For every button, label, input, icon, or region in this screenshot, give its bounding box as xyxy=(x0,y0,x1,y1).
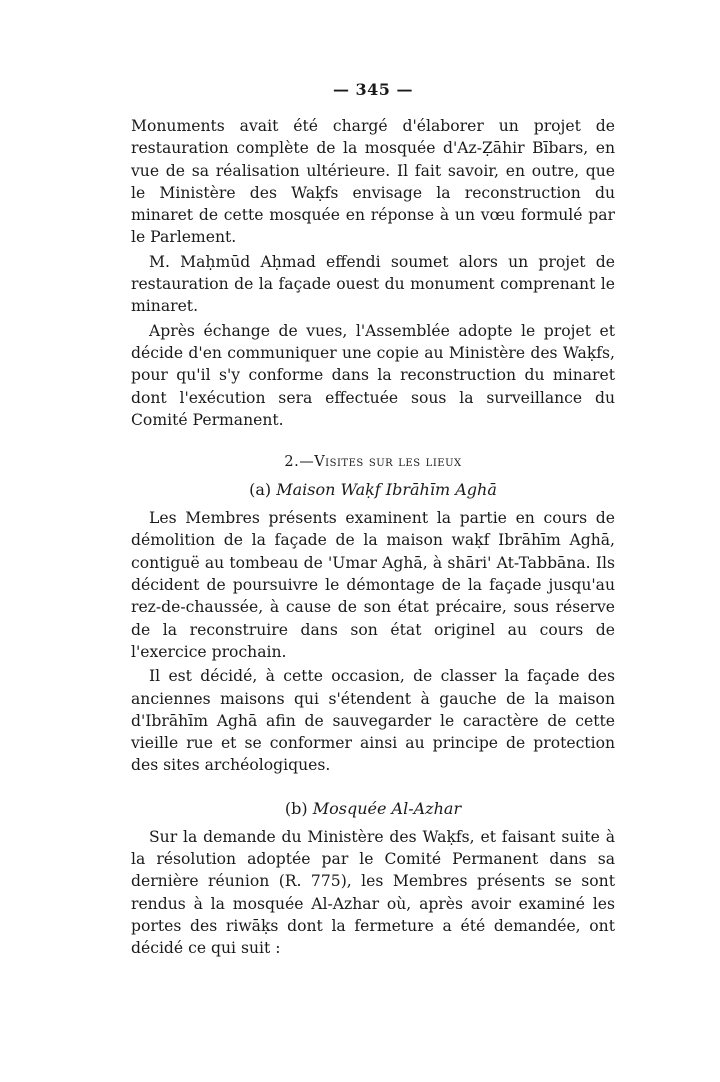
paragraph-mahmud-ahmad: M. Maḥmūd Aḥmad effendi soumet alors un projet de restauration de la façade ouest du monument comprenant le minaret. xyxy=(131,252,615,316)
subheading-label-a: (a) xyxy=(249,480,272,500)
page-number: — 345 — xyxy=(332,80,414,99)
section-heading-visites: 2.—Visites sur les lieux xyxy=(284,454,462,471)
subheading-title-b: Mosquée Al-Azhar xyxy=(312,798,462,818)
paragraph-membres-presents: Les Membres présents examinent la partie en cours de démolition de la façade de la maison waḳf Ibrāhīm Aghā, contiguë au tombeau de 'Umar Aghā, à shāri' At-Tabbāna. Ils décident de poursuivre le démontage de la façade jusqu'au rez-de-chaussée, à cause de son état précaire, sous réserve de la reconstruire dans son état originel au cours de l'exercice prochain. xyxy=(131,509,615,661)
subheading-title-a: Maison Waḳf Ibrāhīm Aghā xyxy=(276,480,497,500)
paragraph-monuments: Monuments avait été chargé d'élaborer un projet de restauration complète de la mosquée d'Az-Ẓāhir Bībars, en vue de sa réalisation ultérieure. Il fait savoir, en outre, que le Ministère des Waḳfs envisage la reconstruction du minaret de cette mosquée en réponse à un vœu formulé par le Parlement. xyxy=(131,117,615,247)
document-page xyxy=(131,80,615,960)
paragraph-assemblee: Après échange de vues, l'Assemblée adopte le projet et décide d'en communiquer une copie au Ministère des Waḳfs, pour qu'il s'y conforme dans la reconstruction du minaret dont l'exécution sera effectuée sous la surveillance du Comité Permanent. xyxy=(131,321,615,429)
paragraph-classer-facade: Il est décidé, à cette occasion, de classer la façade des anciennes maisons qui s'étendent à gauche de la maison d'Ibrāhīm Aghā afin de sauvegarder le caractère de cette vieille rue et se conformer ainsi au principe de protection des sites archéologiques. xyxy=(131,667,615,775)
subheading-maison-wakf xyxy=(131,480,615,499)
paragraph-demande-ministere: Sur la demande du Ministère des Waḳfs, et faisant suite à la résolution adoptée par le Comité Permanent dans sa dernière réunion (R. 775), les Membres présents se sont rendus à la mosquée Al-Azhar où, après avoir examiné les portes des riwāḳs dont la fermeture a été demandée, ont décidé ce qui suit : xyxy=(131,827,615,958)
subheading-mosquee-azhar xyxy=(131,799,615,818)
subheading-label-b: (b) xyxy=(284,798,308,818)
